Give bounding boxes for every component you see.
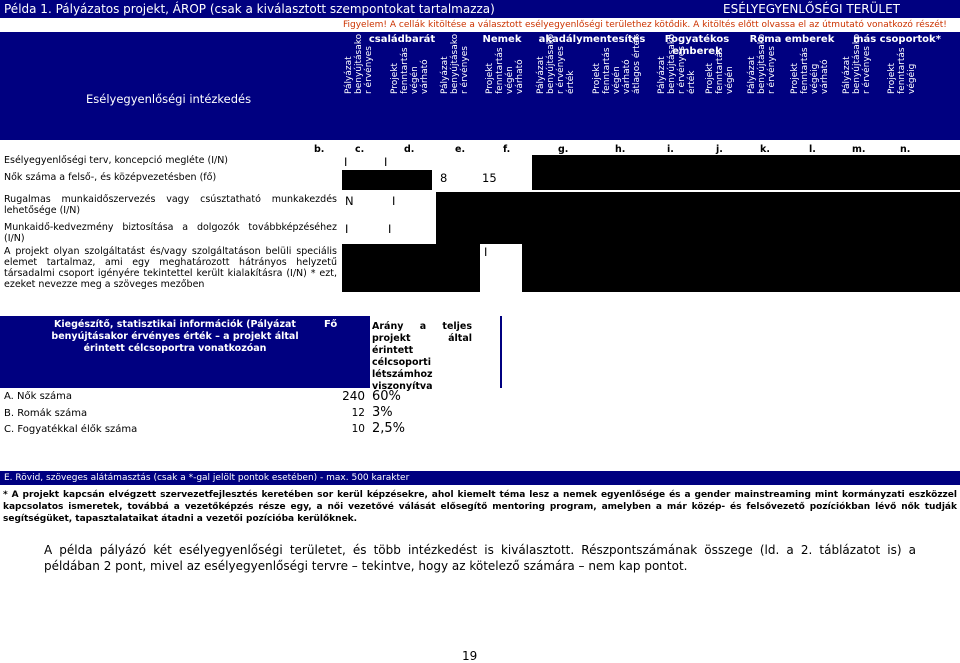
cell-value: I (384, 155, 388, 169)
stat-label: C. Fogyatékkal élők száma (4, 424, 138, 435)
justification-label: E. Rövid, szöveges alátámasztás (csak a *-gal jelölt pontok esetében) - max. 500 karakter (4, 473, 410, 483)
group-label: családbarát (368, 34, 436, 45)
stat-arany: 2,5% (372, 421, 406, 436)
stat-label: A. Nők száma (4, 391, 73, 402)
measure-row-label: Nők száma a felső-, és középvezetésben (fő) (4, 172, 217, 183)
measure-header-label: Esélyegyenlőségi intézkedés (86, 92, 252, 106)
column-label: Pályázat benyújtásako r érvényes (747, 33, 777, 94)
justification-bar (0, 471, 960, 485)
na-fill (522, 244, 960, 292)
measure-row-label: A projekt olyan szolgáltatást és/vagy szolgáltatáson belüli speciális elemet tartalmaz, ami egy meghatározott hátrányos helyzetű társadalmi csoport igényére tekintettel került kialakításra (I/N) * ezt, ezeket nevezze meg a szöveges mezőben (4, 246, 337, 290)
group-label: Fogyatékos emberek (664, 34, 730, 57)
example-paragraph: A példa pályázó két esélyegyenlőségi területet, és több intézkedést is kiválasztott. Részpontszámának összege (ld. a 2. táblázatot is) a példában 2 pont, mivel az esélyegyenlőségi tervre – tekintve, hogy az kötelező számára – nem kap pontot. (44, 543, 916, 573)
measure-header (0, 32, 342, 140)
column-label: Pályázat benyújtásako r érvényes érték (657, 33, 697, 94)
na-fill (532, 170, 960, 190)
column-letter: n. (900, 144, 911, 155)
justification-text-box (0, 487, 960, 527)
column-letter: e. (455, 144, 466, 155)
measure-row-label: Munkaidő-kedvezmény biztosítása a dolgozók továbbképzéséhez (I/N) (4, 222, 337, 244)
page-number: 19 (462, 649, 478, 663)
na-fill (532, 155, 960, 170)
measure-row-label: Esélyegyenlőségi terv, koncepció megléte (I/N) (4, 155, 229, 166)
stats-col-fo: Fő (324, 319, 338, 330)
cell-value: I (484, 245, 488, 259)
na-fill (342, 244, 480, 292)
title-bar (0, 0, 960, 18)
column-letter: d. (404, 144, 415, 155)
stats-col-arany: Arány a teljes projekt által érintett célcsoporti létszámhoz viszonyítva (372, 321, 472, 392)
warning-text: Figyelem! A cellák kitöltése a választott esélyegyenlőségi területhez kötődik. A kitöltés előtt olvassa el az útmutató vonatkozó részét! (343, 20, 947, 30)
column-label: Projekt fenntartás végén várható (390, 47, 430, 94)
column-header (342, 32, 960, 140)
column-letter: h. (615, 144, 626, 155)
column-label: Projekt fenntartás végéig várható (790, 47, 830, 94)
na-fill (436, 192, 960, 219)
column-label: Pályázat benyújtásako r érvényes (440, 33, 470, 94)
column-label: Pályázat benyújtásako r érvényes (842, 33, 872, 94)
cell-value: I (344, 155, 348, 169)
column-label: Projekt fenntartás végén (705, 47, 735, 94)
stat-fo: 12 (351, 407, 365, 419)
stat-label: B. Romák száma (4, 408, 88, 419)
cell-value: I (388, 222, 392, 236)
cell-value: I (392, 194, 396, 208)
cell-value: 15 (482, 171, 497, 185)
column-label: Pályázat benyújtásako r érvényes érték (536, 33, 576, 94)
column-letter: k. (760, 144, 770, 155)
group-label: Nemek (482, 34, 522, 45)
justification-text: * A projekt kapcsán elvégzett szervezetfejlesztés keretében sor kerül képzésekre, ahol kiemelt téma lesz a nemek egyenlősége és a gender mainstreaming mint kormányzati eszközzel kapcsolatos ismeretek, továbbá a vezetőképzés része egy, a női vezetővé válását elősegítő mentoring program, amelyben a már közép- és felsővezető pozíciókban lévő nők tudják segítségüket, tapasztalataikat átadni a vezetői pozícióba kerülőknek. (3, 490, 957, 524)
column-letter: g. (558, 144, 569, 155)
column-label: Projekt fenntartás végén várható (485, 47, 525, 94)
ratio-header-cell (370, 316, 500, 392)
column-label: Projekt fenntartás végén várható átlagos érték (592, 34, 642, 94)
cell-value: 8 (440, 171, 448, 185)
column-letter: c. (355, 144, 365, 155)
cell-value: N (345, 194, 354, 208)
column-letter: l. (809, 144, 816, 155)
measure-row-label: Rugalmas munkaidőszervezés vagy csúsztatható munkakezdés lehetősége (I/N) (4, 194, 337, 216)
na-fill (436, 219, 960, 244)
column-letter: i. (667, 144, 674, 155)
stat-fo: 10 (351, 423, 365, 435)
stats-header-label: Kiegészítő, statisztikai információk (Pályázat benyújtásakor érvényes érték – a projekt által érintett célcsoportra vonatkozóan (51, 319, 299, 354)
stat-arany: 3% (372, 405, 393, 420)
cell-value: I (345, 222, 349, 236)
column-label: Pályázat benyújtásako r érvényes (344, 33, 374, 94)
group-label: más csoportok* (853, 34, 941, 45)
stat-fo: 240 (342, 389, 365, 403)
column-letter: f. (503, 144, 511, 155)
column-label: Projekt fenntartás végéig (887, 47, 917, 94)
area-title: ESÉLYEGYENLŐSÉGI TERÜLET (723, 2, 900, 16)
page-title: Példa 1. Pályázatos projekt, ÁROP (csak a kiválasztott szempontokat tartalmazza) (4, 2, 495, 16)
stat-arany: 60% (372, 389, 401, 404)
group-label: akadálymentesítés (538, 34, 646, 45)
column-letter: m. (852, 144, 866, 155)
column-letter: j. (716, 144, 723, 155)
column-letter: b. (314, 144, 325, 155)
group-label: Roma emberek (749, 34, 835, 45)
na-fill (342, 170, 432, 190)
